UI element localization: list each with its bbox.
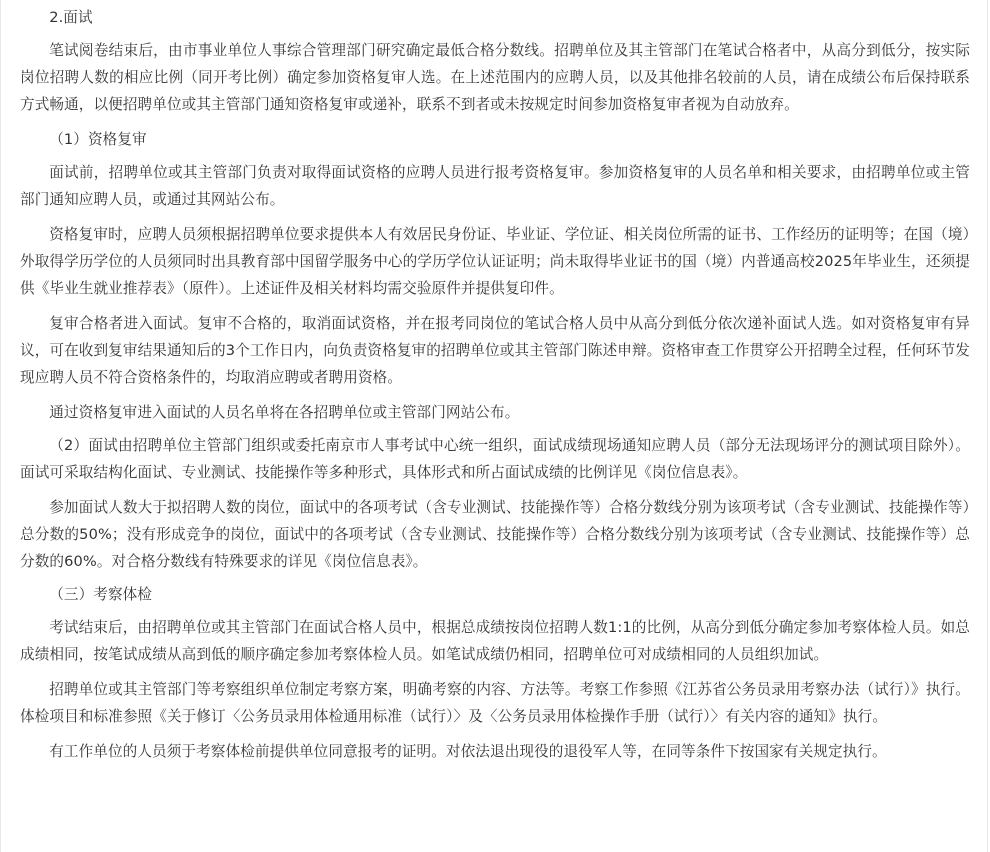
article-body [20, 4, 970, 773]
paragraph-inspection-plan: 招聘单位或其主管部门等考察组织单位制定考察方案，明确考察的内容、方法等。考察工作参照《江苏省公务员录用考察办法（试行）》执行。体检项目和标准参照《关于修订〈公务员录用体检通用标准（试行）〉及〈公务员录用体检操作手册（试行）〉有关内容的通知》执行。 [20, 681, 970, 725]
paragraph-interview-list: 通过资格复审进入面试的人员名单将在各招聘单位或主管部门网站公布。 [49, 404, 520, 421]
paragraph-inspection-selection: 考试结束后，由招聘单位或其主管部门在面试合格人员中，根据总成绩按岗位招聘人数1:1的比例，从高分到低分确定参加考察体检人员。如总成绩相同，按笔试成绩从高到低的顺序确定参加考察体检人员。如笔试成绩仍相同，招聘单位可对成绩相同的人员组织加试。 [20, 619, 970, 663]
paragraph-employer-consent: 有工作单位的人员须于考察体检前提供单位同意报考的证明。对依法退出现役的退役军人等，在同等条件下按国家有关规定执行。 [49, 743, 887, 760]
subheading-qualification-review: （1）资格复审 [49, 131, 147, 148]
paragraph-review-before-interview: 面试前，招聘单位或其主管部门负责对取得面试资格的应聘人员进行报考资格复审。参加资格复审的人员名单和相关要求，由招聘单位或主管部门通知应聘人员，或通过其网站公布。 [20, 164, 970, 208]
section-heading-inspection-exam: （三）考察体检 [49, 586, 153, 603]
paragraph-interview-passing-score: 参加面试人数大于拟招聘人数的岗位，面试中的各项考试（含专业测试、技能操作等）合格分数线分别为该项考试（含专业测试、技能操作等）总分数的50%；没有形成竞争的岗位，面试中的各项考试（含专业测试、技能操作等）合格分数线分别为该项考试（含专业测试、技能操作等）总分数的60%。对合格分数线有特殊要求的详见《岗位信息表》。 [20, 499, 970, 570]
paragraph-review-result: 复审合格者进入面试。复审不合格的，取消面试资格，并在报考同岗位的笔试合格人员中从高分到低分依次递补面试人选。如对资格复审有异议，可在收到复审结果通知后的3个工作日内，向负责资格复审的招聘单位或其主管部门陈述申辩。资格审查工作贯穿公开招聘全过程，任何环节发现应聘人员不符合资格条件的，均取消应聘或者聘用资格。 [20, 315, 970, 386]
section-heading-interview: 2.面试 [49, 9, 93, 26]
paragraph-review-documents: 资格复审时，应聘人员须根据招聘单位要求提供本人有效居民身份证、毕业证、学位证、相关岗位所需的证书、工作经历的证明等；在国（境）外取得学历学位的人员须同时出具教育部中国留学服务中心的学历学位认证证明；尚未取得毕业证书的国（境）内普通高校2025年毕业生，还须提供《毕业生就业推荐表》（原件）。上述证件及相关材料均需交验原件并提供复印件。 [20, 226, 970, 297]
paragraph-written-exam-threshold: 笔试阅卷结束后，由市事业单位人事综合管理部门研究确定最低合格分数线。招聘单位及其主管部门在笔试合格者中，从高分到低分，按实际岗位招聘人数的相应比例（同开考比例）确定参加资格复审人选。在上述范围内的应聘人员，以及其他排名较前的人员，请在成绩公布后保持联系方式畅通，以便招聘单位或其主管部门通知资格复审或递补，联系不到者或未按规定时间参加资格复审者视为自动放弃。 [20, 42, 970, 113]
paragraph-interview-organization: （2）面试由招聘单位主管部门组织或委托南京市人事考试中心统一组织，面试成绩现场通知应聘人员（部分无法现场评分的测试项目除外）。面试可采取结构化面试、专业测试、技能操作等多种形式，具体形式和所占面试成绩的比例详见《岗位信息表》。 [20, 437, 970, 481]
